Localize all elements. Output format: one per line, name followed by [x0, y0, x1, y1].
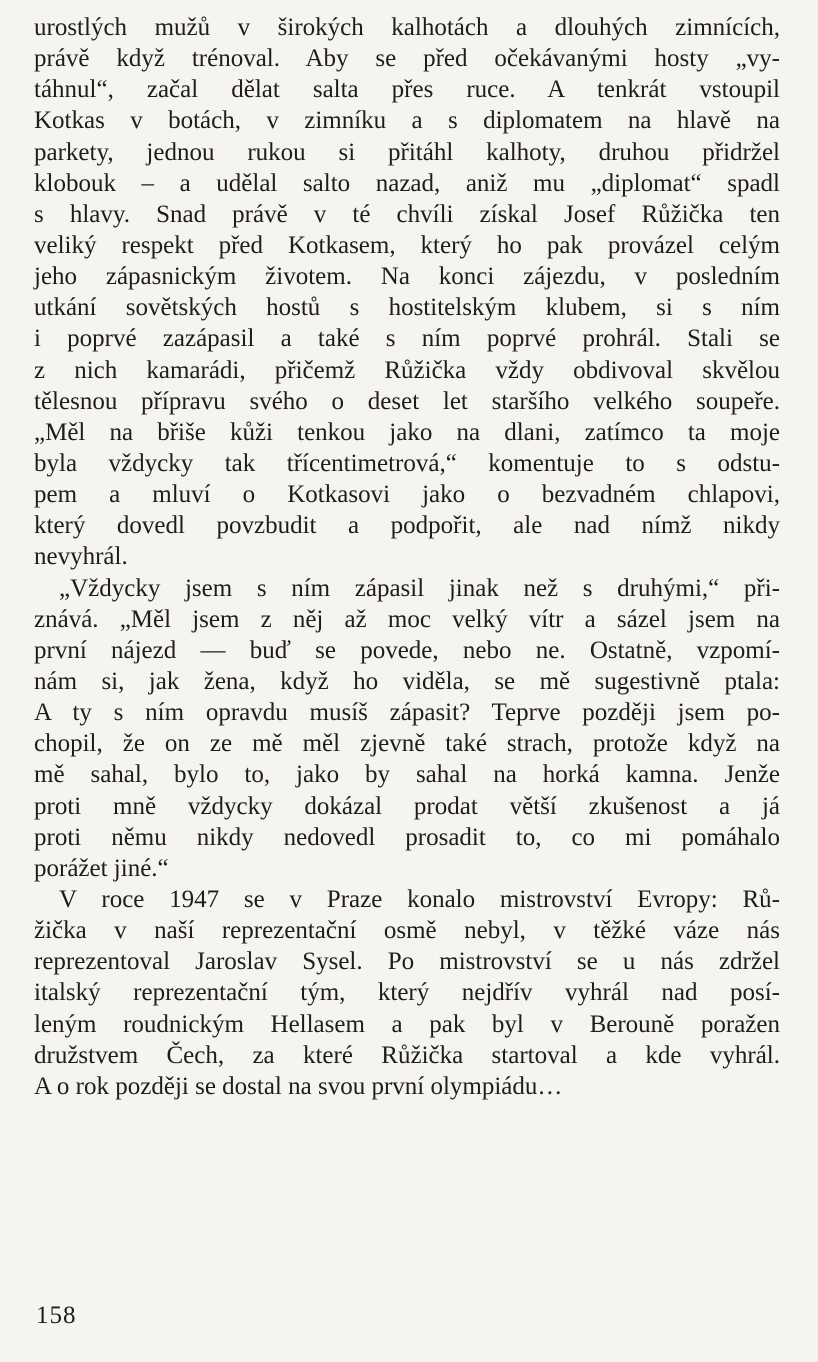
text-line: proti němu nikdy nedovedl prosadit to, co mi pomáhalo	[34, 823, 780, 851]
text-line: pem a mluví o Kotkasovi jako o bezvadném chlapovi,	[34, 481, 780, 509]
paragraph	[34, 884, 780, 1102]
text-line: právě když trénoval. Aby se před očekávanými hosty „vy-	[34, 45, 780, 73]
text-line: nevyhrál.	[34, 543, 128, 571]
text-line: s hlavy. Snad právě v té chvíli získal Josef Růžička ten	[34, 200, 780, 228]
text-line: který dovedl povzbudit a podpořit, ale nad nímž nikdy	[34, 512, 780, 540]
text-line: první nájezd — buď se povede, nebo ne. Ostatně, vzpomí-	[34, 636, 780, 664]
text-line: tělesnou přípravu svého o deset let staršího velkého soupeře.	[34, 387, 780, 415]
text-line: V roce 1947 se v Praze konalo mistrovství Evropy: Rů-	[59, 885, 780, 913]
text-line: veliký respekt před Kotkasem, který ho pak provázel celým	[34, 231, 780, 259]
text-line: z nich kamarádi, přičemž Růžička vždy obdivoval skvělou	[34, 356, 780, 384]
text-line: žička v naší reprezentační osmě nebyl, v těžké váze nás	[34, 917, 780, 945]
text-line: i poprvé zazápasil a také s ním poprvé prohrál. Stali se	[34, 325, 780, 353]
text-line: chopil, že on ze mě měl zjevně také strach, protože když na	[34, 730, 780, 758]
text-line: urostlých mužů v širokých kalhotách a dlouhých zimnících,	[34, 14, 780, 41]
page-number: 158	[36, 1302, 77, 1329]
text-line: byla vždycky tak třícentimetrová,“ komentuje to s odstu-	[34, 449, 780, 477]
text-line: Kotkas v botách, v zimníku a s diplomatem na hlavě na	[34, 107, 780, 135]
paragraph	[34, 12, 780, 573]
text-line: A o rok později se dostal na svou první olympiádu…	[34, 1072, 563, 1100]
text-line: nám si, jak žena, když ho viděla, se mě sugestivně ptala:	[34, 667, 780, 695]
text-line: italský reprezentační tým, který nejdřív vyhrál nad posí-	[34, 979, 780, 1007]
body-text	[34, 12, 780, 1102]
text-line: mě sahal, bylo to, jako by sahal na horká kamna. Jenže	[34, 761, 780, 789]
paragraph	[34, 573, 780, 884]
text-line: utkání sovětských hostů s hostitelským klubem, si s ním	[34, 294, 780, 322]
text-line: leným roudnickým Hellasem a pak byl v Berouně poražen	[34, 1010, 780, 1038]
text-line: A ty s ním opravdu musíš zápasit? Teprve později jsem po-	[34, 699, 780, 727]
text-line: klobouk – a udělal salto nazad, aniž mu „diplomat“ spadl	[34, 169, 780, 197]
text-line: parkety, jednou rukou si přitáhl kalhoty, druhou přidržel	[34, 138, 780, 166]
text-line: reprezentoval Jaroslav Sysel. Po mistrovství se u nás zdržel	[34, 948, 780, 976]
text-line: družstvem Čech, za které Růžička startoval a kde vyhrál.	[34, 1041, 780, 1069]
text-line: jeho zápasnickým životem. Na konci zájezdu, v posledním	[34, 263, 780, 291]
text-line: „Vždycky jsem s ním zápasil jinak než s druhými,“ při-	[59, 574, 780, 602]
text-line: proti mně vždycky dokázal prodat větší zkušenost a já	[34, 792, 780, 820]
text-line: táhnul“, začal dělat salta přes ruce. A tenkrát vstoupil	[34, 76, 780, 104]
text-line: „Měl na břiše kůži tenkou jako na dlani, zatímco ta moje	[34, 418, 780, 446]
text-line: znává. „Měl jsem z něj až moc velký vítr a sázel jsem na	[34, 605, 780, 633]
text-line: porážet jiné.“	[34, 854, 169, 882]
